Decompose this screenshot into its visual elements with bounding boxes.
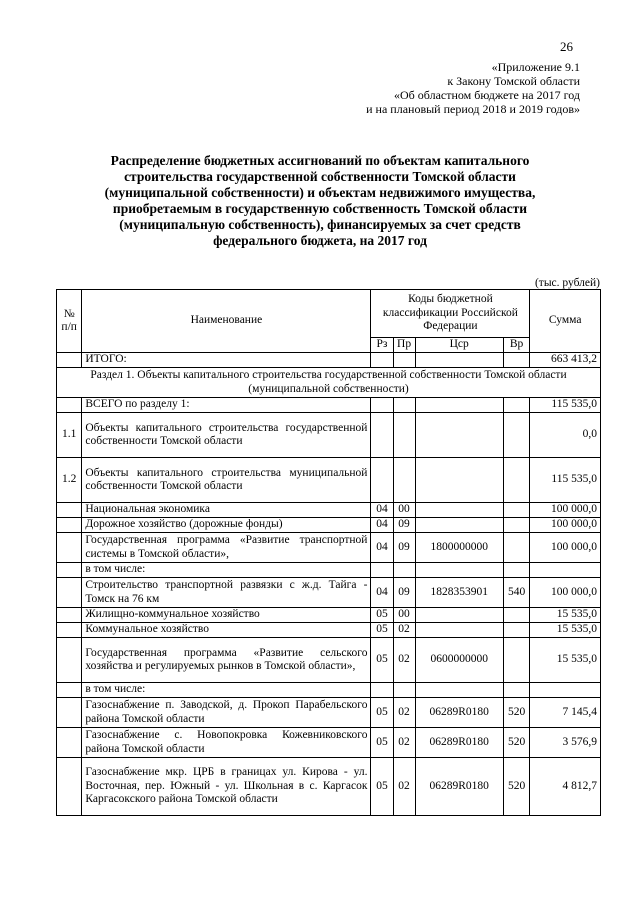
budget-table (56, 289, 601, 816)
title-line: Распределение бюджетных ассигнований по объектам капитального (110, 153, 530, 168)
table-row (57, 398, 601, 413)
row-name: Дорожное хозяйство (дорожные фонды) (82, 518, 371, 533)
row-vr (503, 638, 530, 683)
row-sum: 0,0 (530, 413, 601, 458)
title-line: (муниципальной собственности) и объектам недвижимого имущества, (104, 185, 536, 200)
row-pr (393, 458, 415, 503)
row-name: Строительство транспортной развязки с ж.д. Тайга - Томск на 76 км (82, 578, 371, 608)
row-vr (503, 563, 530, 578)
row-sum: 3 576,9 (530, 728, 601, 758)
row-pr: 09 (393, 533, 415, 563)
row-sum (530, 683, 601, 698)
row-csr: 1800000000 (415, 533, 503, 563)
row-rz: 04 (371, 578, 393, 608)
row-sum: 100 000,0 (530, 503, 601, 518)
row-csr (415, 413, 503, 458)
section-heading: Раздел 1. Объекты капитального строительства государственной собственности Томской области (муниципальной собственности) (57, 368, 601, 398)
appendix-line: к Закону Томской области (447, 74, 580, 88)
total-label: ИТОГО: (82, 353, 371, 368)
appendix-note (366, 60, 580, 116)
row-name: Объекты капитального строительства государственной собственности Томской области (82, 413, 371, 458)
row-number (57, 563, 82, 578)
title-line: приобретаемым в государственную собственность Томской области (112, 201, 528, 216)
row-number (57, 533, 82, 563)
row-rz: 04 (371, 503, 393, 518)
row-pr: 02 (393, 698, 415, 728)
row-number (57, 608, 82, 623)
row-number (57, 638, 82, 683)
row-rz: 05 (371, 638, 393, 683)
row-pr (393, 413, 415, 458)
header-codes: Коды бюджетной классификации Российской Федерации (371, 290, 530, 338)
row-vr (503, 623, 530, 638)
table-row (57, 608, 601, 623)
row-csr (415, 518, 503, 533)
table-row (57, 518, 601, 533)
row-csr (415, 608, 503, 623)
row-vr (503, 458, 530, 503)
row-number (57, 398, 82, 413)
row-csr: 0600000000 (415, 638, 503, 683)
row-rz (371, 458, 393, 503)
row-vr (503, 398, 530, 413)
appendix-line: «Об областном бюджете на 2017 год (394, 88, 580, 102)
table-row (57, 728, 601, 758)
row-number: 1.1 (57, 413, 82, 458)
table-row (57, 533, 601, 563)
table-row (57, 578, 601, 608)
row-rz (371, 683, 393, 698)
table-row (57, 413, 601, 458)
header-rz: Рз (371, 338, 393, 353)
total-sum: 663 413,2 (530, 353, 601, 368)
row-sum: 115 535,0 (530, 398, 601, 413)
row-sum: 15 535,0 (530, 638, 601, 683)
row-vr: 540 (503, 578, 530, 608)
row-csr: 06289R0180 (415, 698, 503, 728)
header-num: № п/п (57, 290, 82, 353)
row-csr (415, 623, 503, 638)
row-pr: 00 (393, 608, 415, 623)
row-number (57, 683, 82, 698)
row-number (57, 503, 82, 518)
row-vr: 520 (503, 758, 530, 816)
row-sum: 15 535,0 (530, 623, 601, 638)
title-line: федерального бюджета, на 2017 год (213, 233, 427, 248)
total-row (57, 353, 601, 368)
row-vr (503, 518, 530, 533)
row-csr (415, 503, 503, 518)
row-vr (503, 533, 530, 563)
row-sum: 100 000,0 (530, 578, 601, 608)
table-row (57, 638, 601, 683)
row-name: Объекты капитального строительства муниципальной собственности Томской области (82, 458, 371, 503)
row-csr: 06289R0180 (415, 758, 503, 816)
row-vr: 520 (503, 728, 530, 758)
row-name: ВСЕГО по разделу 1: (82, 398, 371, 413)
row-sum (530, 563, 601, 578)
row-rz (371, 398, 393, 413)
row-sum: 100 000,0 (530, 533, 601, 563)
header-sum: Сумма (530, 290, 601, 353)
row-csr (415, 458, 503, 503)
row-pr: 02 (393, 758, 415, 816)
row-name: в том числе: (82, 563, 371, 578)
row-name: Коммунальное хозяйство (82, 623, 371, 638)
row-vr (503, 683, 530, 698)
row-pr (393, 563, 415, 578)
total-num-cell (57, 353, 82, 368)
row-number (57, 623, 82, 638)
row-csr: 1828353901 (415, 578, 503, 608)
title-line: (муниципальную собственность), финансируемых за счет средств (119, 217, 521, 232)
row-sum: 115 535,0 (530, 458, 601, 503)
row-name: Газоснабжение с. Новопокровка Кожевниковского района Томской области (82, 728, 371, 758)
row-rz (371, 413, 393, 458)
appendix-line: «Приложение 9.1 (491, 60, 580, 74)
row-name: в том числе: (82, 683, 371, 698)
row-rz: 05 (371, 623, 393, 638)
row-csr (415, 683, 503, 698)
row-name: Газоснабжение п. Заводской, д. Прокоп Парабельского района Томской области (82, 698, 371, 728)
table-row (57, 563, 601, 578)
row-sum: 4 812,7 (530, 758, 601, 816)
row-vr (503, 503, 530, 518)
row-vr: 520 (503, 698, 530, 728)
row-pr: 02 (393, 623, 415, 638)
page-number: 26 (560, 39, 573, 54)
row-rz: 04 (371, 518, 393, 533)
row-number (57, 728, 82, 758)
row-vr (503, 608, 530, 623)
row-pr: 09 (393, 578, 415, 608)
row-rz: 05 (371, 728, 393, 758)
row-name: Национальная экономика (82, 503, 371, 518)
row-pr: 02 (393, 728, 415, 758)
row-number (57, 758, 82, 816)
table-row (57, 683, 601, 698)
row-name: Жилищно-коммунальное хозяйство (82, 608, 371, 623)
row-number (57, 578, 82, 608)
row-number (57, 518, 82, 533)
row-pr: 02 (393, 638, 415, 683)
row-sum: 100 000,0 (530, 518, 601, 533)
row-rz: 04 (371, 533, 393, 563)
row-pr (393, 683, 415, 698)
header-vr: Вр (503, 338, 530, 353)
row-number (57, 698, 82, 728)
row-csr (415, 398, 503, 413)
table-row (57, 623, 601, 638)
table-row (57, 758, 601, 816)
row-pr: 09 (393, 518, 415, 533)
row-name: Государственная программа «Развитие транспортной системы в Томской области», (82, 533, 371, 563)
header-csr: Цср (415, 338, 503, 353)
document-title (70, 153, 570, 249)
row-rz: 05 (371, 608, 393, 623)
row-vr (503, 413, 530, 458)
row-pr (393, 398, 415, 413)
units-label: (тыс. рублей) (534, 277, 600, 289)
row-sum: 7 145,4 (530, 698, 601, 728)
header-pr: Пр (393, 338, 415, 353)
table-row (57, 503, 601, 518)
row-number: 1.2 (57, 458, 82, 503)
row-csr (415, 563, 503, 578)
row-rz: 05 (371, 698, 393, 728)
row-csr: 06289R0180 (415, 728, 503, 758)
row-sum: 15 535,0 (530, 608, 601, 623)
row-name: Государственная программа «Развитие сельского хозяйства и регулируемых рынков в Томской области», (82, 638, 371, 683)
row-pr: 00 (393, 503, 415, 518)
table-row (57, 698, 601, 728)
row-name: Газоснабжение мкр. ЦРБ в границах ул. Кирова - ул. Восточная, пер. Южный - ул. Школьная в с. Каргасок Каргасокского района Томской области (82, 758, 371, 816)
appendix-line: и на плановый период 2018 и 2019 годов» (366, 102, 580, 116)
header-name: Наименование (82, 290, 371, 353)
row-rz (371, 563, 393, 578)
title-line: строительства государственной собственности Томской области (124, 169, 516, 184)
row-rz: 05 (371, 758, 393, 816)
table-row (57, 458, 601, 503)
